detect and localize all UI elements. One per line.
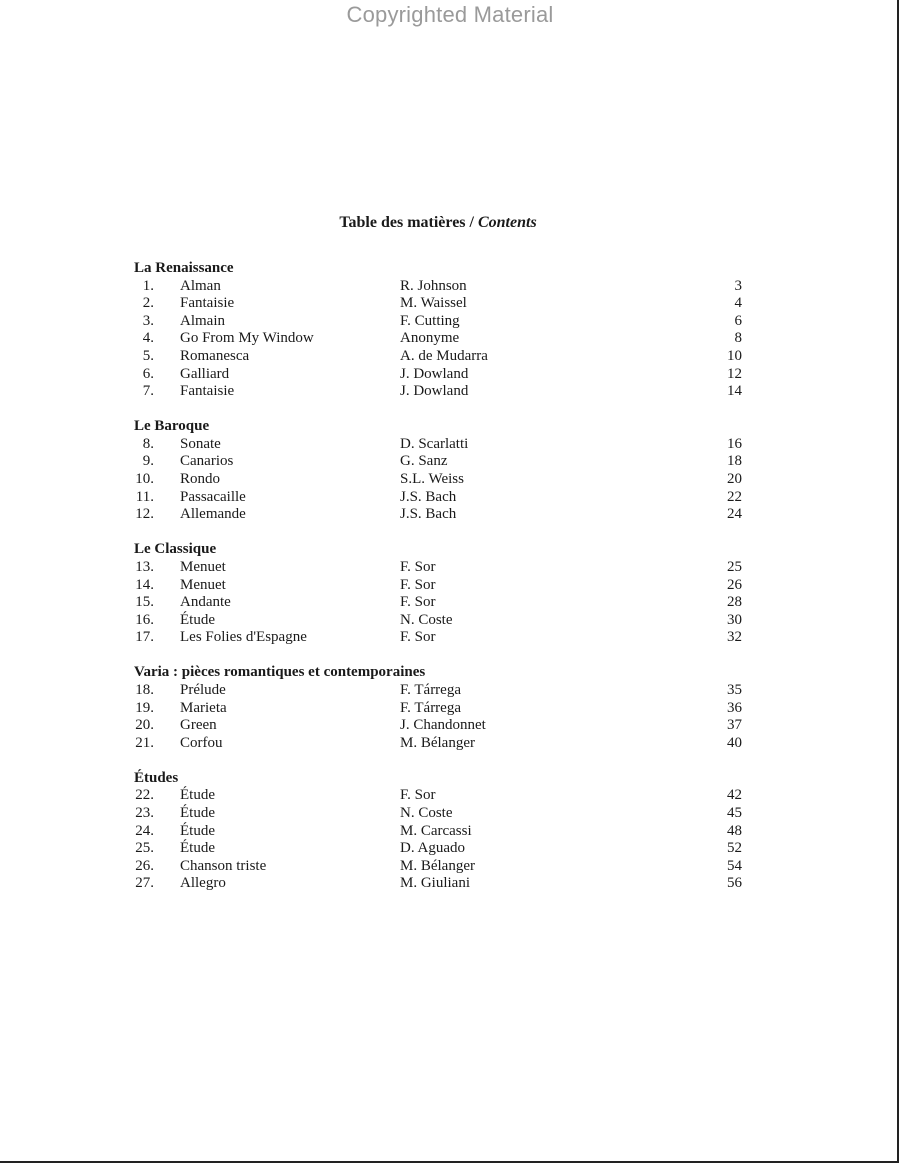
entry-number: 18. (135, 681, 154, 698)
page-number: 54 (727, 857, 742, 874)
entry-number: 3. (142, 312, 154, 329)
piece-title: Almain (180, 312, 225, 329)
composer-name: J.S. Bach (400, 488, 457, 505)
piece-title: Romanesca (180, 347, 250, 364)
toc-entry (134, 805, 742, 823)
toc-entry (134, 471, 742, 489)
toc-entry (134, 489, 742, 507)
page-number: 56 (727, 875, 742, 892)
piece-title: Menuet (180, 576, 226, 593)
section-heading: Varia : pièces romantiques et contemporaines (134, 664, 426, 681)
page-number: 20 (727, 471, 742, 488)
copyright-watermark: Copyrighted Material (346, 2, 554, 27)
toc-entry (134, 735, 742, 753)
page-number: 52 (727, 840, 742, 857)
entry-number: 1. (142, 277, 154, 294)
entry-number: 22. (135, 787, 154, 804)
entry-number: 15. (135, 594, 154, 611)
piece-title: Go From My Window (180, 330, 314, 347)
page-number: 45 (727, 805, 742, 822)
toc-entry (134, 330, 742, 348)
entry-number: 2. (142, 295, 154, 312)
entry-number: 11. (135, 488, 154, 505)
piece-title: Alman (180, 277, 221, 294)
page-number: 6 (734, 312, 742, 329)
entry-number: 6. (142, 365, 154, 382)
entry-number: 14. (135, 576, 154, 593)
toc-entry (134, 612, 742, 630)
toc-section (134, 418, 742, 524)
page-number: 37 (727, 717, 742, 734)
page-number: 14 (727, 383, 742, 400)
toc-entry (134, 823, 742, 841)
page-number: 42 (727, 787, 742, 804)
toc-entry (134, 629, 742, 647)
toc-entry (134, 875, 742, 893)
piece-title: Fantaisie (180, 295, 235, 312)
composer-name: M. Bélanger (400, 734, 475, 751)
toc-entry (134, 348, 742, 366)
toc-entry (134, 436, 742, 454)
toc-entry (134, 787, 742, 805)
composer-name: F. Sor (400, 576, 436, 593)
composer-name: F. Sor (400, 594, 436, 611)
piece-title: Les Folies d'Espagne (180, 629, 307, 646)
composer-name: F. Tárrega (400, 681, 461, 698)
composer-name: F. Sor (400, 558, 436, 575)
composer-name: M. Bélanger (400, 857, 475, 874)
page-number: 32 (727, 629, 742, 646)
toc-entry (134, 559, 742, 577)
page-number: 48 (727, 822, 742, 839)
piece-title: Chanson triste (180, 857, 267, 874)
composer-name: J. Dowland (400, 365, 469, 382)
toc-entry (134, 717, 742, 735)
section-heading: Le Baroque (134, 418, 210, 435)
composer-name: G. Sanz (400, 453, 448, 470)
page-title (0, 214, 876, 232)
composer-name: F. Sor (400, 787, 436, 804)
page-number: 28 (727, 594, 742, 611)
page-number: 4 (734, 295, 742, 312)
piece-title: Galliard (180, 365, 230, 382)
piece-title: Allemande (180, 506, 246, 523)
piece-title: Étude (180, 805, 215, 822)
page-number: 26 (727, 576, 742, 593)
composer-name: J. Dowland (400, 383, 469, 400)
entry-number: 21. (135, 734, 154, 751)
composer-name: D. Scarlatti (400, 435, 469, 452)
composer-name: D. Aguado (400, 840, 465, 857)
piece-title: Canarios (180, 453, 234, 470)
toc-entry (134, 858, 742, 876)
entry-number: 20. (135, 717, 154, 734)
composer-name: S.L. Weiss (400, 471, 464, 488)
toc-section (134, 260, 742, 401)
composer-name: M. Giuliani (400, 875, 470, 892)
toc-entry (134, 840, 742, 858)
piece-title: Fantaisie (180, 383, 235, 400)
toc-entry (134, 682, 742, 700)
entry-number: 10. (135, 471, 154, 488)
entry-number: 8. (142, 435, 154, 452)
piece-title: Andante (180, 594, 231, 611)
entry-number: 25. (135, 840, 154, 857)
entry-number: 27. (135, 875, 154, 892)
piece-title: Étude (180, 787, 215, 804)
page-number: 3 (734, 277, 742, 294)
entry-number: 13. (135, 558, 154, 575)
entry-number: 4. (142, 330, 154, 347)
section-heading: Le Classique (134, 541, 217, 558)
toc-entry (134, 383, 742, 401)
toc-entry (134, 278, 742, 296)
composer-name: F. Tárrega (400, 699, 461, 716)
entry-number: 5. (142, 347, 154, 364)
composer-name: M. Carcassi (400, 822, 472, 839)
page-number: 30 (727, 611, 742, 628)
piece-title: Corfou (180, 734, 223, 751)
toc-entry (134, 453, 742, 471)
toc-entry (134, 506, 742, 524)
entry-number: 17. (135, 629, 154, 646)
entry-number: 19. (135, 699, 154, 716)
toc-entry (134, 313, 742, 331)
composer-name: J.S. Bach (400, 506, 457, 523)
entry-number: 23. (135, 805, 154, 822)
toc-entry (134, 295, 742, 313)
page-number: 24 (727, 506, 742, 523)
entry-number: 12. (135, 506, 154, 523)
section-heading: Études (134, 769, 179, 786)
page-number: 12 (727, 365, 742, 382)
piece-title: Menuet (180, 558, 226, 575)
piece-title: Rondo (180, 471, 221, 488)
piece-title: Green (180, 717, 217, 734)
toc-entry (134, 366, 742, 384)
piece-title: Sonate (180, 435, 221, 452)
composer-name: J. Chandonnet (400, 717, 486, 734)
composer-name: N. Coste (400, 805, 453, 822)
page-number: 16 (727, 435, 742, 452)
composer-name: F. Cutting (400, 312, 460, 329)
page-number: 10 (727, 347, 742, 364)
toc-section (134, 770, 742, 893)
composer-name: A. de Mudarra (400, 347, 488, 364)
entry-number: 7. (142, 383, 154, 400)
title-english: Contents (477, 214, 537, 231)
piece-title: Allegro (180, 875, 226, 892)
piece-title: Étude (180, 840, 215, 857)
piece-title: Prélude (180, 681, 226, 698)
composer-name: Anonyme (400, 330, 460, 347)
entry-number: 26. (135, 857, 154, 874)
entry-number: 9. (142, 453, 154, 470)
toc-entry (134, 594, 742, 612)
page-number: 40 (727, 734, 742, 751)
page-number: 22 (727, 488, 742, 505)
title-french: Table des matières (339, 214, 466, 231)
composer-name: F. Sor (400, 629, 436, 646)
page-number: 36 (727, 699, 742, 716)
toc-section (134, 541, 742, 647)
piece-title: Étude (180, 611, 215, 628)
composer-name: R. Johnson (400, 277, 467, 294)
piece-title: Passacaille (180, 488, 246, 505)
page-number: 35 (727, 681, 742, 698)
toc-entry (134, 577, 742, 595)
entry-number: 16. (135, 611, 154, 628)
section-heading: La Renaissance (134, 260, 234, 276)
page-number: 18 (727, 453, 742, 470)
piece-title: Étude (180, 822, 215, 839)
title-separator: / (465, 214, 478, 231)
page-number: 25 (727, 558, 742, 575)
toc-entry (134, 700, 742, 718)
piece-title: Marieta (180, 699, 227, 716)
composer-name: M. Waissel (400, 295, 467, 312)
toc-section (134, 664, 742, 752)
entry-number: 24. (135, 822, 154, 839)
composer-name: N. Coste (400, 611, 453, 628)
table-of-contents (134, 260, 742, 911)
page-number: 8 (734, 330, 742, 347)
